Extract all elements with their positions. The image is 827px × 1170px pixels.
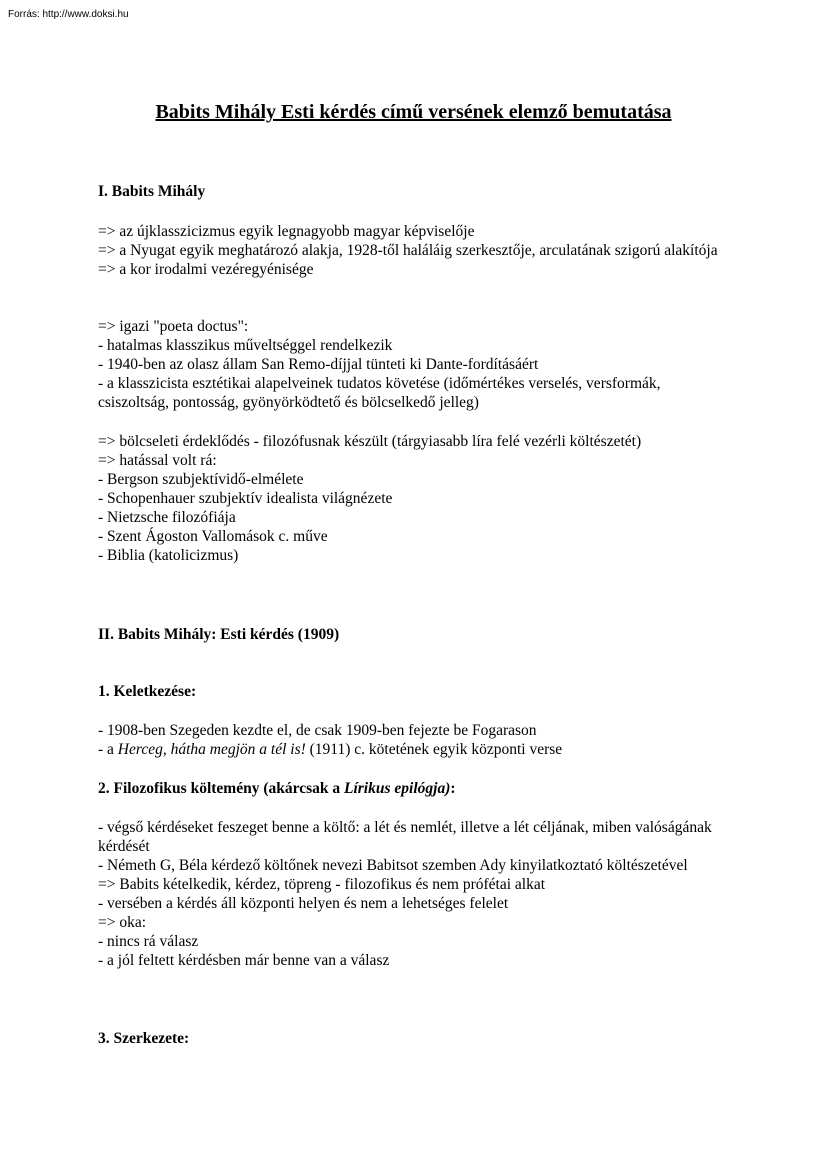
section1-block2 [98,317,718,412]
text-line: => a Nyugat egyik meghatározó alakja, 1928-től haláláig szerkesztője, arculatának szigorú alakítója [98,242,718,259]
text-line: => oka: [98,914,147,931]
text-line: - 1940-ben az olasz állam San Remo-díjjal tünteti ki Dante-fordításáért [98,356,539,373]
text-line: => hatással volt rá: [98,452,217,469]
text-segment: (1911) c. kötetének egyik központi verse [305,741,563,758]
section1-block3 [98,432,718,565]
sub1-block [98,721,718,759]
text-line: - Schopenhauer szubjektív idealista világnézete [98,490,393,507]
text-line [98,740,718,759]
text-line: - 1908-ben Szegeden kezdte el, de csak 1909-ben fejezte be Fogarason [98,722,537,739]
sub2-block [98,818,718,970]
text-line: => Babits kételkedik, kérdez, töpreng - filozofikus és nem prófétai alkat [98,876,546,893]
section-heading-1: I. Babits Mihály [98,183,206,200]
text-line: - Németh G, Béla kérdező költőnek nevezi Babitsot szemben Ady kinyilatkoztató költészetével [98,857,688,874]
subsection-heading-2 [98,779,718,798]
document-title: Babits Mihály Esti kérdés című versének elemző bemutatása [155,101,672,123]
text-line: => bölcseleti érdeklődés - filozófusnak készült (tárgyiasabb líra felé vezérli költészetét) [98,433,642,450]
text-line: - Szent Ágoston Vallomások c. műve [98,528,328,545]
subsection-heading-3: 3. Szerkezete: [98,1030,190,1047]
text-segment: - a [98,741,118,758]
text-line: - versében a kérdés áll központi helyen és nem a lehetséges felelet [98,895,509,912]
text-line: => az újklasszicizmus egyik legnagyobb magyar képviselője [98,223,475,240]
text-line: => igazi "poeta doctus": [98,318,249,335]
section1-block1 [98,222,718,279]
heading-segment: : [450,780,456,797]
section-heading-2: II. Babits Mihály: Esti kérdés (1909) [98,626,340,643]
text-line: => a kor irodalmi vezéregyénisége [98,261,314,278]
subsection-heading-1: 1. Keletkezése: [98,683,197,700]
text-line: - hatalmas klasszikus műveltséggel rendelkezik [98,337,393,354]
text-line: - nincs rá válasz [98,933,199,950]
text-line: - Nietzsche filozófiája [98,509,236,526]
heading-segment: 2. Filozofikus költemény (akárcsak a [98,780,344,797]
poem-title: Lírikus epilógja) [344,780,451,797]
book-title: Herceg, hátha megjön a tél is! [117,741,306,758]
text-line: - Biblia (katolicizmus) [98,547,239,564]
text-line: - végső kérdéseket feszeget benne a költő: a lét és nemlét, illetve a lét céljának, miben valóságának kérdését [98,819,712,855]
source-note: Forrás: http://www.doksi.hu [8,9,129,20]
text-line: - a klasszicista esztétikai alapelveinek tudatos követése (időmértékes verselés, versformák, csiszoltság, pontosság, gyönyörködtető és bölcselkedő jelleg) [98,375,661,411]
text-line: - Bergson szubjektívidő-elmélete [98,471,304,488]
text-line: - a jól feltett kérdésben már benne van a válasz [98,952,390,969]
